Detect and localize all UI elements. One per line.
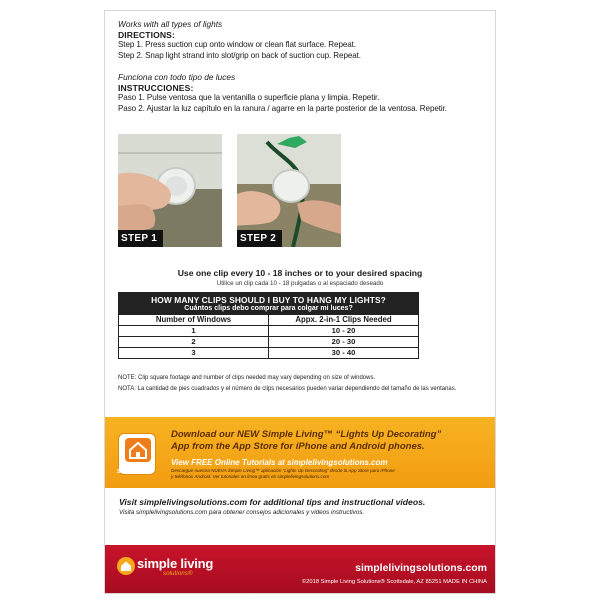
clips-cell: 20 - 30: [331, 337, 356, 346]
app-banner: [105, 417, 496, 488]
step2-en: Step 2. Snap light strand into slot/grip on back of suction cup. Repeat.: [118, 50, 361, 60]
note-en: NOTE: Clip square footage and number of clips needed may vary depending on size of windows.: [118, 375, 376, 381]
brand-subtitle: solutions®: [163, 570, 193, 577]
clips-cell: 30 - 40: [331, 348, 356, 357]
banner-spanish-line2: y teléfonos Android. Ver tutoriales en línea gratis en simplelivingsolutions.com: [171, 474, 330, 479]
clips-table-header: [119, 293, 418, 314]
step2-es: Paso 2. Ajustar la luz capítulo en la ranura / agarre en la parte posterior de la ventosa. Repetir.: [118, 103, 447, 113]
visit-es[interactable]: Visita simplelivingsolutions.com para obtener consejos adicionales y videos instructivos.: [119, 509, 365, 516]
table-row: [119, 325, 418, 336]
product-card: [104, 10, 496, 594]
step2-label: STEP 2: [237, 230, 282, 247]
website-link[interactable]: simplelivingsolutions.com: [355, 562, 487, 574]
clips-table-title-en: HOW MANY CLIPS SHOULD I BUY TO HANG MY LIGHTS?: [151, 295, 386, 305]
intro-en: Works with all types of lights: [118, 19, 223, 29]
spacing-subtitle: Utilice un clip cada 10 - 18 pulgadas o al espaciado deseado: [216, 280, 384, 287]
step1-en: Step 1. Press suction cup onto window or clean flat surface. Repeat.: [118, 40, 356, 50]
table-row: [119, 347, 418, 358]
clips-table-title-es: Cuántos clips debo comprar para colgar mi luces?: [184, 305, 353, 312]
note-es: NOTA: La cantidad de pies cuadrados y el número de clips necesarios pueden variar dependiendo del tamaño de las ventanas.: [118, 386, 457, 392]
house-icon: [125, 438, 151, 462]
banner-app-store-line: App from the App Store for iPhone and Android phones.: [171, 441, 425, 452]
clips-table: [118, 292, 419, 359]
directions-heading: DIRECTIONS:: [118, 29, 175, 40]
visit-en[interactable]: Visit simplelivingsolutions.com for additional tips and instructional videos.: [119, 497, 426, 507]
instrucciones-heading: INSTRUCCIONES:: [118, 82, 194, 93]
banner-download-line: Download our NEW Simple Living™ “Lights Up Decorating”: [171, 429, 442, 440]
step1-label: STEP 1: [118, 230, 163, 247]
intro-es: Funciona con todo tipo de luces: [118, 72, 236, 82]
footer: [105, 545, 496, 594]
app-caption: Simple Living™: [117, 469, 155, 475]
brand-name: simple living: [137, 556, 214, 571]
brand-logo-icon: [117, 557, 135, 575]
clips-table-column-headers: [119, 314, 418, 325]
step1-es: Paso 1. Pulse ventosa que la ventanilla o superficie plana y limpia. Repetir.: [118, 93, 380, 103]
spacing-title: Use one clip every 10 - 18 inches or to your desired spacing: [177, 268, 423, 278]
banner-tutorials-line[interactable]: View FREE Online Tutorials at simplelivingsolutions.com: [171, 458, 388, 467]
clips-cell: 10 - 20: [331, 326, 356, 335]
windows-cell: 3: [119, 348, 269, 358]
directions-en: [118, 19, 487, 61]
column-header-windows: Number of Windows: [119, 315, 269, 325]
table-row: [119, 336, 418, 347]
step1-photo: [118, 134, 222, 247]
directions-es: [118, 72, 487, 114]
step2-photo: [237, 134, 341, 247]
copyright-text: ©2018 Simple Living Solutions® Scottsdale, AZ 85251 MADE IN CHINA: [301, 579, 487, 585]
column-header-clips: Appx. 2-in-1 Clips Needed: [295, 315, 392, 324]
banner-spanish-text: [171, 468, 395, 480]
windows-cell: 2: [119, 337, 269, 347]
windows-cell: 1: [119, 326, 269, 336]
banner-spanish-line1: Descargue nuestra NUEVA Simple Living™ aplicación “Lights Up Decorating” desde la App Store para iPhone: [171, 468, 395, 473]
